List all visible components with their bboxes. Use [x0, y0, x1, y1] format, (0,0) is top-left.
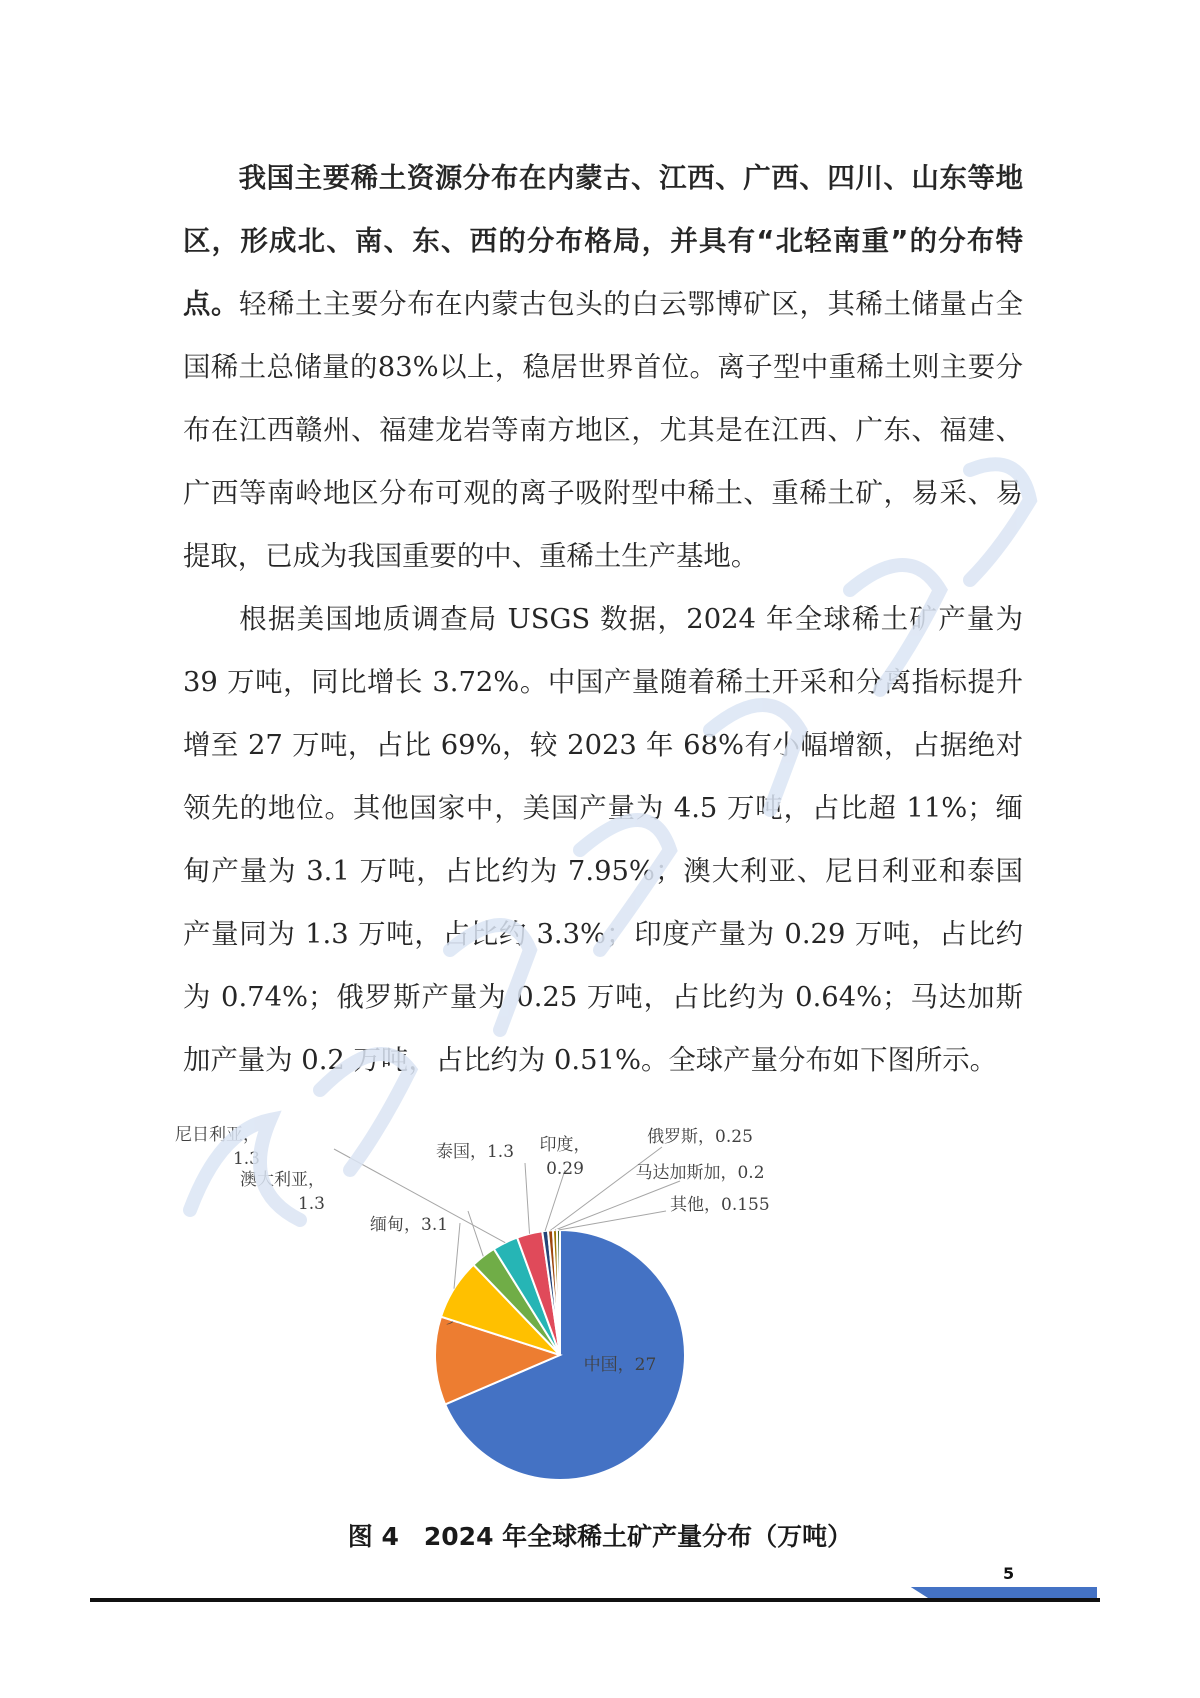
slice-label-3: 澳大利亚， 1.3 — [240, 1170, 325, 1214]
slice-label-6: 印度， 0.29 — [539, 1135, 591, 1179]
leader-line-2 — [454, 1223, 460, 1289]
leader-line-8 — [555, 1181, 680, 1230]
footer-rule — [90, 1598, 1100, 1602]
slice-label-9: 其他，0.155 — [670, 1195, 770, 1215]
paragraph-2 — [183, 588, 1023, 1092]
leader-line-5 — [525, 1163, 530, 1234]
slice-label-8: 马达加斯加，0.2 — [635, 1163, 765, 1183]
paragraph-2-text: 根据美国地质调查局 USGS 数据，2024 年全球稀土矿产量为 39 万吨，同比增长 3.72%。中国产量随着稀土开采和分离指标提升增至 27 万吨，占比 69%，较 2023 年 68%有小幅增额，占据绝对领先的地位。其他国家中，美国产量为 4.5 万吨，占比超 11%；缅甸产量为 3.1 万吨，占比约为 7.95%；澳大利亚、尼日利亚和泰国产量同为 1.3 万吨，占比约 3.3%；印度产量为 0.29 万吨，占比约为 0.74%；俄罗斯产量为 0.25 万吨，占比约为 0.64%；马达加斯加产量为 0.2 万吨，占比约为 0.51%。全球产量分布如下图所示。 — [183, 604, 1023, 1076]
slice-label-7: 俄罗斯，0.25 — [647, 1127, 753, 1147]
slice-label-5: 泰国，1.3 — [435, 1142, 515, 1162]
figure-caption: 图 4 2024 年全球稀土矿产量分布（万吨） — [347, 1522, 853, 1551]
page-number: 5 — [1003, 1564, 1015, 1583]
pie-chart — [150, 1105, 1050, 1485]
paragraph-1-bold: 我国主要稀土资源分布在内蒙古、江西、广西、四川、山东等地区，形成北、南、东、西的分布格局，并具有“北轻南重”的分布特点。 — [183, 163, 1023, 320]
paragraph-1 — [183, 147, 1023, 588]
slice-label-4: 尼日利亚， 1.3 — [175, 1125, 260, 1169]
leader-line-3 — [468, 1211, 483, 1256]
footer-accent-bar — [905, 1587, 1097, 1598]
leader-line-9 — [558, 1211, 666, 1230]
slice-label-0: 中国，27 — [583, 1355, 657, 1375]
slice-label-2: 缅甸，3.1 — [370, 1215, 449, 1235]
paragraph-1-text: 轻稀土主要分布在内蒙古包头的白云鄂博矿区，其稀土储量占全国稀土总储量的83%以上，稳居世界首位。离子型中重稀土则主要分布在江西赣州、福建龙岩等南方地区，尤其是在江西、广东、福建、广西等南岭地区分布可观的离子吸附型中稀土、重稀土矿，易采、易提取，已成为我国重要的中、重稀土生产基地。 — [183, 289, 1023, 572]
